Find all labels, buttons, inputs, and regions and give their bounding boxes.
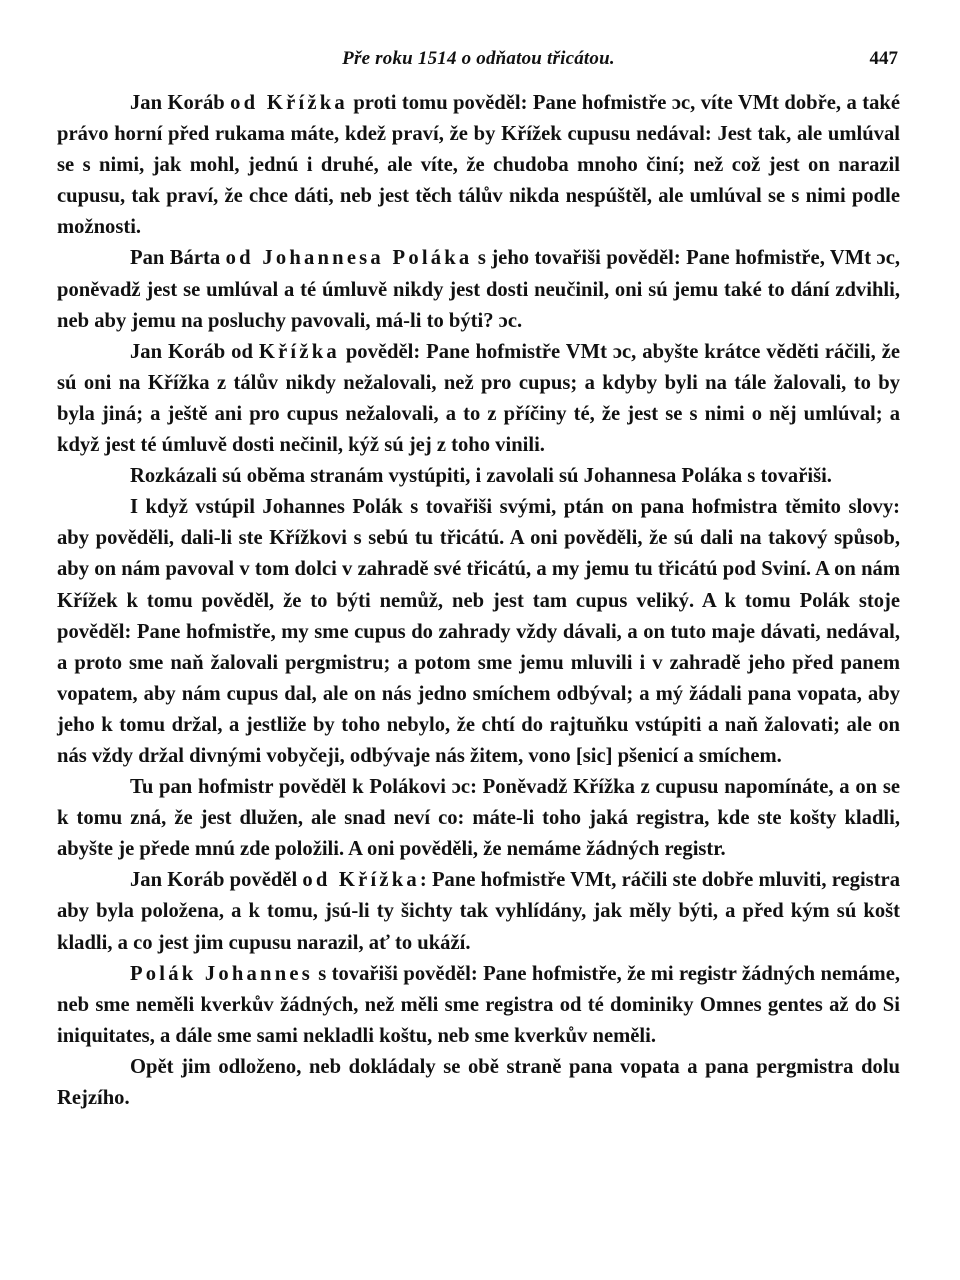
spaced-name: od Křížka: [230, 92, 348, 114]
text-run: Jan Koráb pověděl: [130, 869, 303, 892]
paragraph: [57, 959, 900, 1052]
spaced-name: Polák Johannes: [130, 962, 313, 985]
text-run: : Pane hofmistře VMt, ráčili ste dobře mluviti, registra aby byla položena, a k tomu, jsú-li ty šichty tak vyhlídány, jak měly býti, a před kým sú košt kladli, a co jest jim cupusu narazil, ať to ukáží.: [57, 869, 900, 954]
spaced-name: Křížka: [258, 340, 340, 363]
paragraph: [57, 88, 900, 243]
text-run: proti tomu pověděl: Pane hofmistře ɔc, víte VMt dobře, a také právo horní před rukama máte, kdež praví, že by Křížek cupusu nedával: Jest tak, ale umlúval se s nimi, jak mohl, jednú i druhé, ale víte, že chudoba mnoho činí; než což jest on narazil cupusu, tak praví, že chce dáti, neb jest těch tálův nikda nespúštěl, ale umlúval se s nimi podle možnosti.: [57, 92, 900, 239]
paragraph: [57, 461, 900, 492]
text-run: Pan Bárta: [130, 247, 226, 270]
paragraph: [57, 492, 900, 772]
text-run: s jeho tovařiši pověděl: Pane hofmistře, VMt ɔc, poněvadž jest se umlúval a té úmluvě nikdy jest dosti neučinil, oni sú jemu také to dání zdvihli, neb aby jemu na posluchy pavovali, má-li to býti? ɔc.: [57, 247, 900, 332]
running-header: [57, 38, 900, 72]
spaced-name: od Johannesa Poláka: [225, 247, 473, 270]
paragraph: [57, 243, 900, 336]
page-number: 447: [869, 48, 898, 69]
text-run: Opět jim odloženo, neb dokládaly se obě straně pana vopata a pana pergmistra dolu Rejzího.: [57, 1055, 900, 1109]
spaced-name: od Křížka: [302, 869, 420, 892]
paragraph: [57, 865, 900, 958]
text-run: pověděl: Pane hofmistře VMt ɔc, abyšte krátce věděti ráčili, že sú oni na Křížka z tálův nikdy nežalovali, než pro cupus; a kdyby byli na tále žalovali, to by byla jiná; a ještě ani pro cupus nežalovali, a to z příčiny té, že jest se s nimi o něj umlúval; a když jest té úmluvě dosti nečinil, kýž sú jej z toho vinili.: [57, 340, 900, 457]
document-page: [57, 38, 900, 1258]
paragraph: [57, 772, 900, 865]
text-run: Rozkázali sú oběma stranám vystúpiti, i zavolali sú Johannesa Poláka s tovařiši.: [130, 465, 832, 488]
text-run: s tovařiši pověděl: Pane hofmistře, že mi registr žádných nemáme, neb sme neměli kverkův žádných, než měli sme registra od té dominiky Omnes gentes až do Si iniquitates, a dále sme sami nekladli koštu, neb sme kverkův neměli.: [57, 962, 900, 1047]
paragraph: [57, 337, 900, 461]
text-run: Jan Koráb od: [130, 340, 259, 363]
paragraph: [57, 1052, 900, 1114]
text-run: Tu pan hofmistr pověděl k Polákovi ɔc: Poněvadž Křížka z cupusu napomínáte, a on se k tomu zná, že jest dlužen, ale snad neví co: máte-li toho jaká registra, kde ste košty kladli, abyšte je přede mnú zde položili. A oni pověděli, že nemáme žádných registr.: [57, 776, 900, 861]
text-run: Jan Koráb: [130, 92, 231, 114]
running-title: Pře roku 1514 o odňatou třicátou.: [342, 48, 615, 69]
text-run: I když vstúpil Johannes Polák s tovařiši svými, ptán on pana hofmistra těmito slovy: aby pověděli, dali-li ste Křížkovi s sebú tu třicátú. A oni pověděli, že sú dali na takový spůsob, aby on nám pavoval v tom dolci v zahradě své třicátú, a my jemu tu třicátú pod Sviní. A on nám Křížek k tomu pověděl, že to býti nemůž, neb jest tam cupus veliký. A k tomu Polák stoje pověděl: Pane hofmistře, my sme cupus do zahrady vždy dávali, a on tuto maje dávati, nedával, a proto sme naň žalovali pergmistru; a potom sme jemu mluvili i v zahradě jeho před panem vopatem, aby nám cupus dal, ale on nás jedno smíchem odbýval; a mý žádali pana vopata, aby jeho k tomu držal, a jestliže by toho nebylo, že chtí do rajtuňku vstúpiti a naň žalovati; ale on nás vždy držal divnými vobyčeji, odbývaje nás žitem, vono [sic] pšenicí a smíchem.: [57, 496, 900, 767]
body-text: [57, 88, 900, 1114]
